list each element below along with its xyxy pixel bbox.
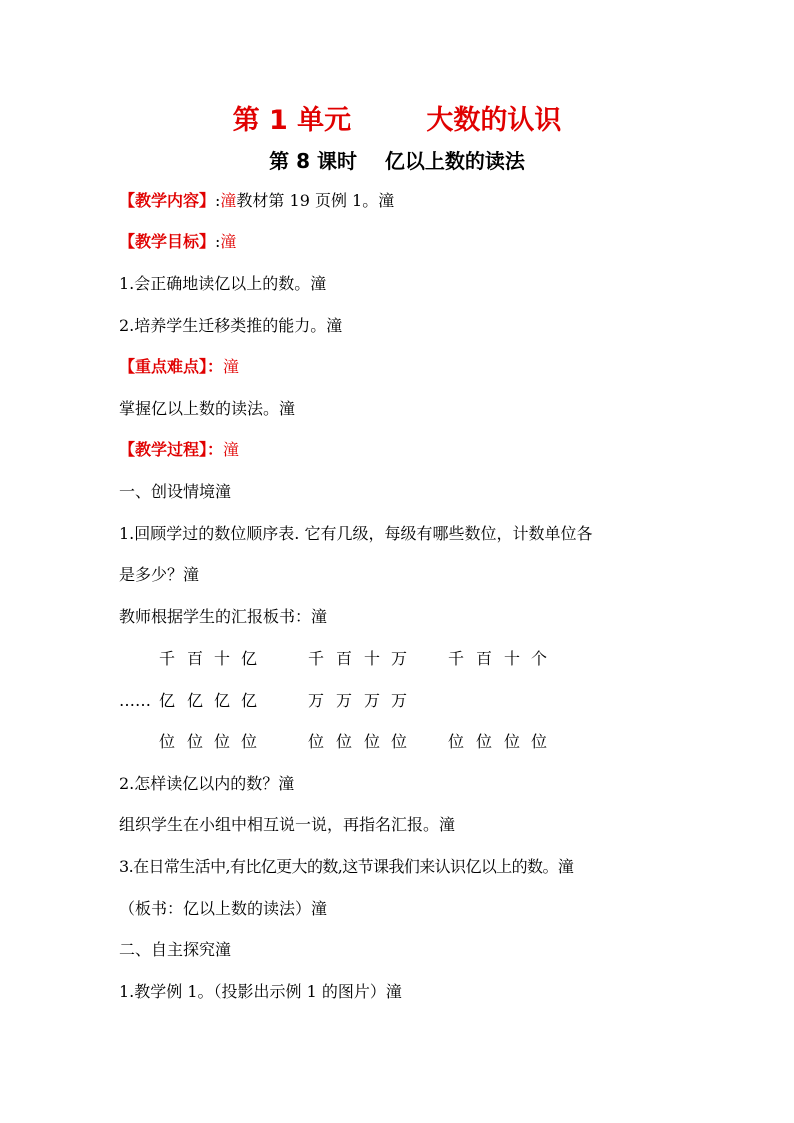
table-cell: 位 <box>241 732 258 751</box>
goal-1-text: 1.会正确地读亿以上的数。 <box>119 274 311 293</box>
step2-q1-line <box>119 981 402 1003</box>
table-cell: 位 <box>531 732 548 751</box>
marker-glyph: 潼 <box>311 899 328 918</box>
table-cell: 百 <box>336 649 353 668</box>
table-cell: 亿 <box>214 691 231 710</box>
marker-glyph: 潼 <box>310 274 327 293</box>
table-cell: 位 <box>187 732 204 751</box>
goal-2-text: 2.培养学生迁移类推的能力。 <box>119 316 327 335</box>
marker-glyph: 潼 <box>279 399 296 418</box>
step1-q1-text-1: 1.回顾学过的数位顺序表. 它有几级，每级有哪些数位，计数单位各 <box>119 524 593 543</box>
table-cell: 位 <box>336 732 353 751</box>
table-row-prefix: …… <box>119 691 151 710</box>
marker-glyph: 潼 <box>215 482 232 501</box>
marker-glyph: 潼 <box>311 607 328 626</box>
marker-glyph: 潼 <box>220 191 237 210</box>
marker-glyph: 潼 <box>223 440 240 459</box>
board-title-text: （板书：亿以上数的读法） <box>119 899 312 918</box>
key-sep: ： <box>207 357 224 376</box>
table-cell: 亿 <box>187 691 204 710</box>
table-cell: 万 <box>364 691 381 710</box>
process-tag: 【教学过程】 <box>119 440 208 459</box>
step1-heading-text: 一、创设情境 <box>119 482 216 501</box>
process-heading-line <box>119 439 239 461</box>
step2-heading-text: 二、自主探究 <box>119 940 216 959</box>
table-cell: 个 <box>531 649 548 668</box>
content-sep: : <box>215 191 221 210</box>
step1-q2-line <box>119 773 294 795</box>
goal-item-1 <box>119 273 326 295</box>
table-cell: 位 <box>308 732 325 751</box>
step1-heading <box>119 481 231 503</box>
key-heading-line <box>119 356 239 378</box>
process-sep: ： <box>207 440 224 459</box>
table-cell: 位 <box>214 732 231 751</box>
table-cell: 千 <box>159 649 176 668</box>
table-cell: 十 <box>504 649 521 668</box>
marker-glyph: 潼 <box>378 191 395 210</box>
table-cell: 百 <box>187 649 204 668</box>
step1-q1-text-2: 是多少？ <box>119 565 184 584</box>
step2-heading <box>119 939 231 961</box>
table-cell: 位 <box>391 732 408 751</box>
table-cell: 十 <box>364 649 381 668</box>
table-cell: 位 <box>448 732 465 751</box>
table-cell: 万 <box>391 691 408 710</box>
step2-q1-text: 1.教学例 1。（投影出示例 1 的图片） <box>119 982 386 1001</box>
table-cell: 位 <box>159 732 176 751</box>
marker-glyph: 潼 <box>278 774 295 793</box>
step1-q2-answer-text: 组织学生在小组中相互说一说，再指名汇报。 <box>119 815 440 834</box>
goal-heading-line <box>119 231 236 253</box>
goal-sep: : <box>215 232 221 251</box>
content-tag: 【教学内容】 <box>119 191 216 210</box>
table-cell: 百 <box>476 649 493 668</box>
marker-glyph: 潼 <box>183 565 200 584</box>
step1-q1-line2 <box>119 564 199 586</box>
key-text-line <box>119 398 295 420</box>
board-title-line <box>119 898 327 920</box>
step1-q3-text: 3.在日常生活中,有比亿更大的数,这节课我们来认识亿以上的数。 <box>119 857 558 876</box>
content-text: 教材第 19 页例 1。 <box>236 191 379 210</box>
key-text: 掌握亿以上数的读法。 <box>119 399 280 418</box>
table-cell: 亿 <box>241 691 258 710</box>
step1-q1-line1 <box>119 523 592 545</box>
marker-glyph: 潼 <box>385 982 402 1001</box>
lesson-subtitle: 第 8 课时 亿以上数的读法 <box>269 149 525 173</box>
table-cell: 万 <box>336 691 353 710</box>
table-cell: 十 <box>214 649 231 668</box>
table-cell: 亿 <box>241 649 258 668</box>
step1-q3-line <box>119 856 573 878</box>
step1-q2-answer-line <box>119 814 455 836</box>
table-cell: 万 <box>308 691 325 710</box>
marker-glyph: 潼 <box>215 940 232 959</box>
marker-glyph: 潼 <box>557 857 574 876</box>
board-intro-text: 教师根据学生的汇报板书： <box>119 607 312 626</box>
marker-glyph: 潼 <box>439 815 456 834</box>
key-tag: 【重点难点】 <box>119 357 208 376</box>
content-line <box>119 190 394 212</box>
unit-title: 第 1 单元 大数的认识 <box>232 105 562 136</box>
table-cell: 千 <box>308 649 325 668</box>
marker-glyph: 潼 <box>223 357 240 376</box>
table-cell: 亿 <box>159 691 176 710</box>
step1-q2-text: 2.怎样读亿以内的数？ <box>119 774 279 793</box>
table-cell: 千 <box>448 649 465 668</box>
marker-glyph: 潼 <box>220 232 237 251</box>
goal-tag: 【教学目标】 <box>119 232 216 251</box>
marker-glyph: 潼 <box>326 316 343 335</box>
table-cell: 位 <box>476 732 493 751</box>
table-cell: 位 <box>364 732 381 751</box>
table-cell: 万 <box>391 649 408 668</box>
table-cell: 位 <box>504 732 521 751</box>
board-intro-line <box>119 606 327 628</box>
goal-item-2 <box>119 315 342 337</box>
